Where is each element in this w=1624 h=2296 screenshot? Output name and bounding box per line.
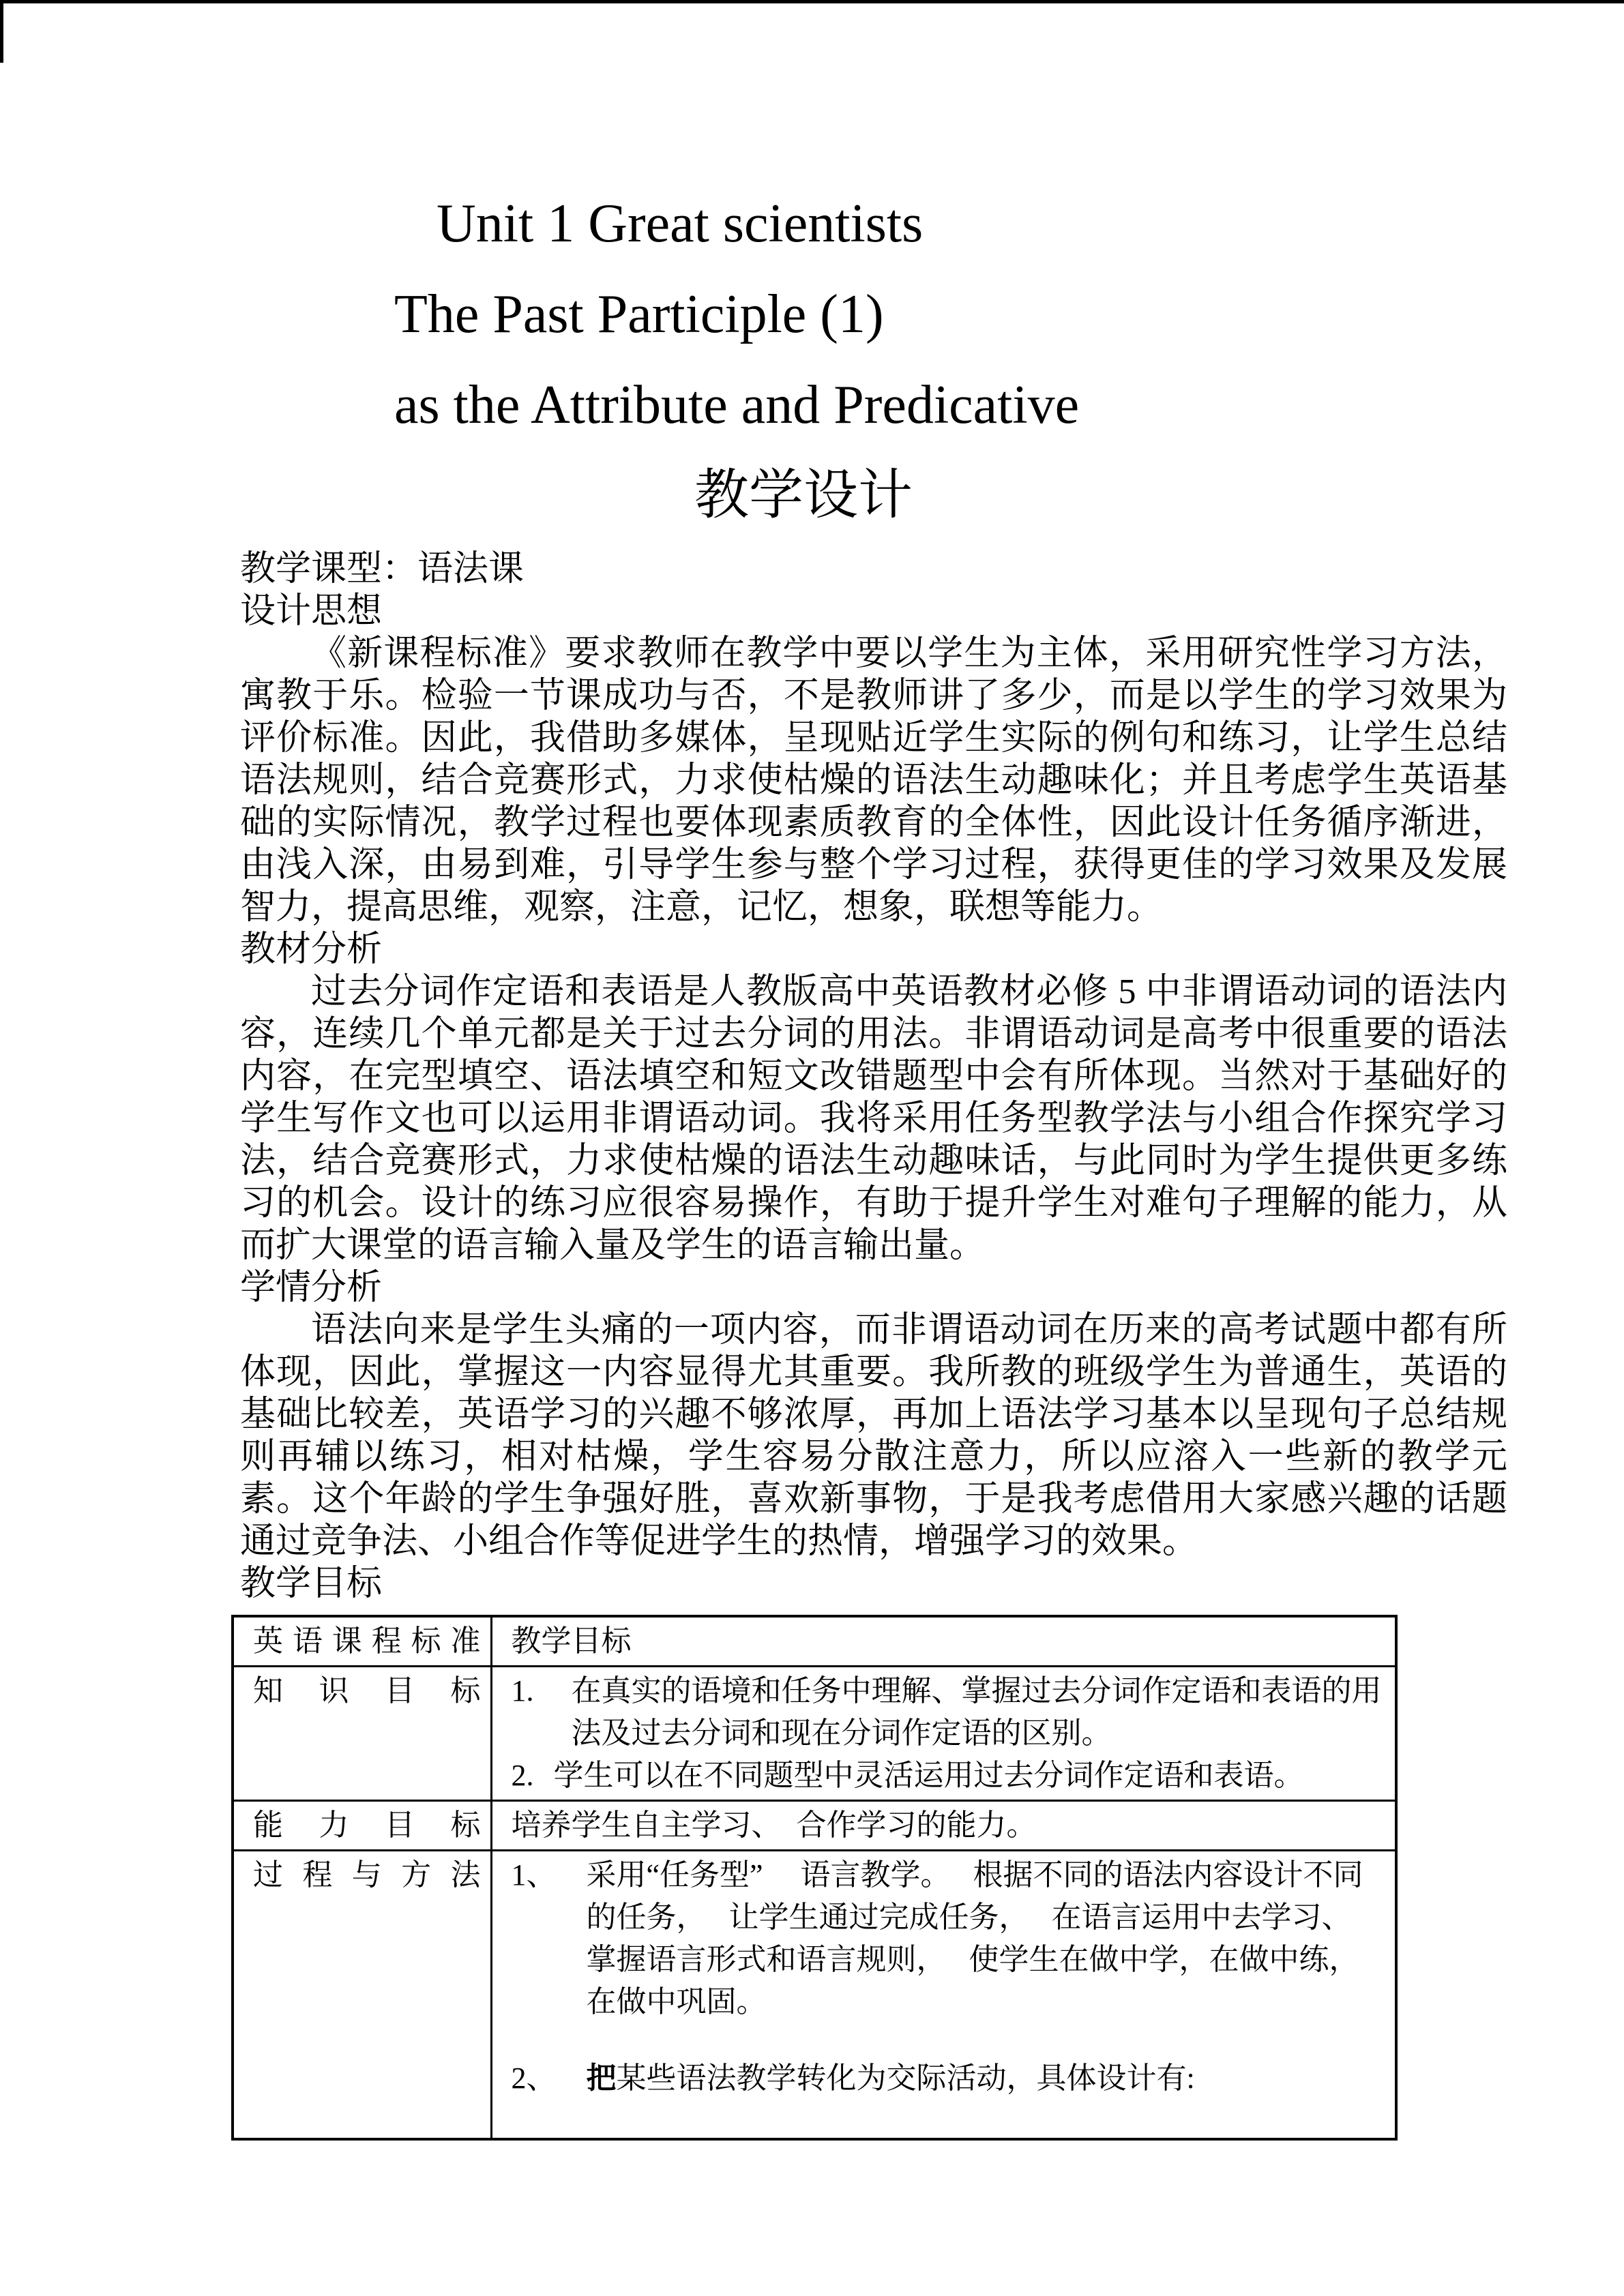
scan-edge-top-line (0, 0, 1624, 3)
ability-goals-cell: 培养学生自主学习、 合作学习的能力。 (491, 1801, 1396, 1851)
process-item-2-marker: 2、 (511, 2061, 557, 2095)
course-type-line: 教学课型：语法课 (240, 550, 525, 588)
process-item-2-text: 某些语法教学转化为交际活动，具体设计有: (616, 2061, 1195, 2095)
knowledge-item-2 (512, 1755, 1386, 1797)
process-label-cell: 过程与方法 (233, 1851, 491, 2140)
knowledge-item-1-text: 在真实的语境和任务中理解、掌握过去分词作定语和表语的用法及过去分词和现在分词作定语的区别。 (571, 1674, 1382, 1750)
knowledge-item-1-marker: 1. (511, 1674, 534, 1708)
document-body (0, 541, 1624, 2141)
knowledge-item-2-marker: 2. (511, 1759, 534, 1792)
knowledge-item-1 (512, 1670, 1386, 1755)
ability-objectives-row (233, 1801, 1396, 1851)
ability-label-cell: 能力目标 (233, 1801, 491, 1851)
table-header-row (233, 1616, 1396, 1667)
material-analysis-heading: 教材分析 (240, 930, 383, 969)
process-item-2 (512, 2057, 1386, 2100)
student-analysis-paragraph: 语法向来是学生头痛的一项内容，而非谓语动词在历来的高考试题中都有所体现，因此，掌握这一内容显得尤其重要。我所教的班级学生为普通生，英语的基础比较差，英语学习的兴趣不够浓厚，再加上语法学习基本以呈现句子总结规则再辅以练习，相对枯燥，学生容易分散注意力，所以应溶入一些新的教学元素。这个年龄的学生争强好胜，喜欢新事物，于是我考虑借用大家感兴趣的话题通过竞争法、小组合作等促进学生的热情，增强学习的效果。 (240, 1311, 1507, 1561)
process-goals-cell (491, 1851, 1396, 2140)
header-cell-curriculum-standard: 英语课程标准 (233, 1616, 491, 1667)
process-method-row (233, 1851, 1396, 2140)
student-analysis-heading: 学情分析 (240, 1268, 383, 1307)
design-idea-heading: 设计思想 (240, 592, 383, 631)
title-line-teaching-design: 教学设计 (694, 466, 913, 526)
title-line-past-participle: The Past Participle (1) (394, 284, 884, 344)
knowledge-objectives-row (233, 1667, 1396, 1801)
title-line-attribute-predicative: as the Attribute and Predicative (394, 375, 1080, 435)
knowledge-item-2-text: 学生可以在不同题型中灵活运用过去分词作定语和表语。 (553, 1759, 1304, 1792)
knowledge-goals-cell (491, 1667, 1396, 1801)
process-item-2-emphasis: 把 (586, 2061, 617, 2095)
objectives-table (231, 1615, 1398, 2141)
material-analysis-paragraph: 过去分词作定语和表语是人教版高中英语教材必修 5 中非谓语动词的语法内容，连续几个单元都是关于过去分词的用法。非谓语动词是高考中很重要的语法内容，在完型填空、语法填空和短文改错题型中会有所体现。当然对于基础好的学生写作文也可以运用非谓语动词。我将采用任务型教学法与小组合作探究学习法，结合竞赛形式，力求使枯燥的语法生动趣味话，与此同时为学生提供更多练习的机会。设计的练习应很容易操作，有助于提升学生对难句子理解的能力，从而扩大课堂的语言输入量及学生的语言输出量。 (240, 972, 1507, 1265)
title-line-unit: Unit 1 Great scientists (437, 194, 924, 254)
process-item-1-text: 采用“任务型” 语言教学。 根据不同的语法内容设计不同的任务， 让学生通过完成任务， 在语言运用中去学习、 掌握语言形式和语言规则， 使学生在做中学，在做中练， 在做中巩固。 (586, 1858, 1382, 2018)
title-block (0, 0, 1624, 541)
process-item-1-marker: 1、 (511, 1858, 557, 1892)
process-item-1 (512, 1854, 1386, 2023)
header-cell-teaching-objectives: 教学目标 (491, 1616, 1396, 1667)
scan-edge-left-mark (0, 0, 3, 63)
teaching-objectives-heading: 教学目标 (240, 1564, 383, 1603)
knowledge-label-cell: 知识目标 (233, 1667, 491, 1801)
design-idea-paragraph: 《新课程标准》要求教师在教学中要以学生为主体，采用研究性学习方法，寓教于乐。检验一节课成功与否，不是教师讲了多少，而是以学生的学习效果为评价标准。因此，我借助多媒体，呈现贴近学生实际的例句和练习，让学生总结语法规则，结合竞赛形式，力求使枯燥的语法生动趣味化；并且考虑学生英语基础的实际情况，教学过程也要体现素质教育的全体性，因此设计任务循序渐进，由浅入深，由易到难，引导学生参与整个学习过程，获得更佳的学习效果及发展智力，提高思维，观察，注意，记忆，想象，联想等能力。 (240, 634, 1507, 927)
